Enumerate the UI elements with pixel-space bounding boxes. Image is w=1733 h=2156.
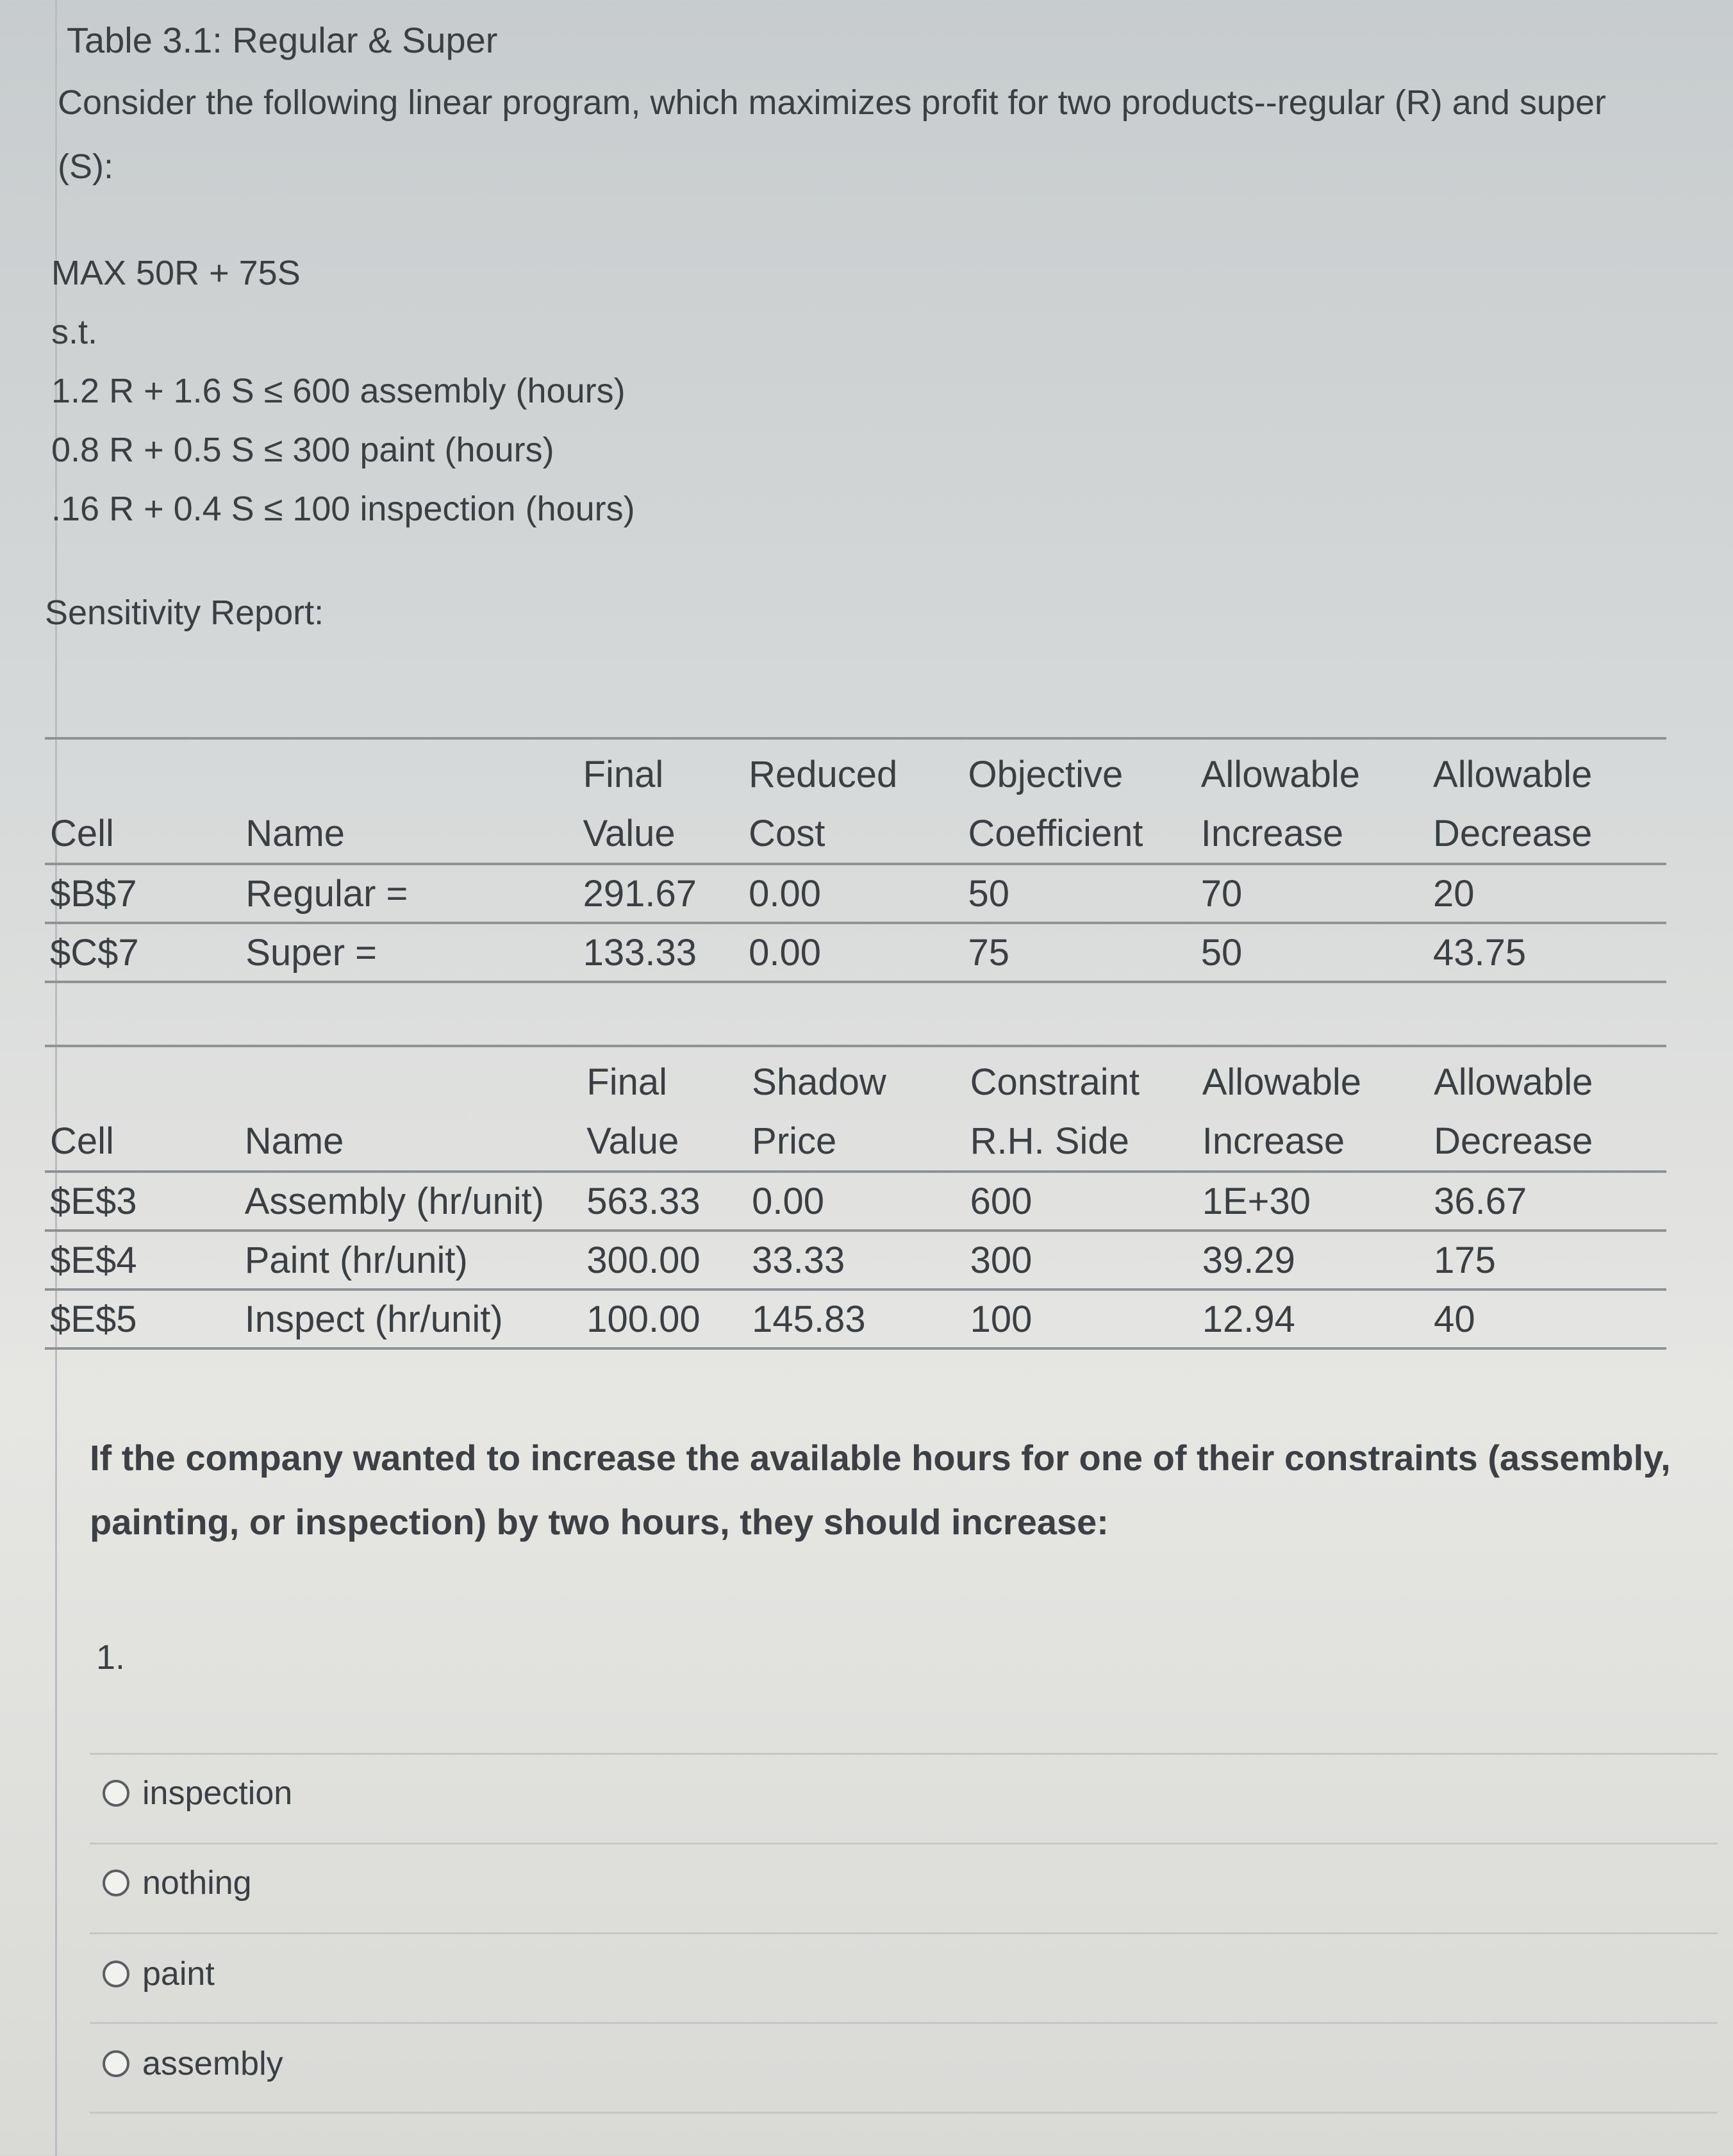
table-row [45, 1231, 1666, 1289]
final-value: 133.33 [578, 923, 744, 982]
cell-name: Regular = [240, 864, 577, 923]
constraint-inspection: .16 R + 0.4 S ≤ 100 inspection (hours) [51, 490, 635, 528]
allowable-decrease: 40 [1429, 1289, 1666, 1348]
header-cell: Allowable [1202, 1061, 1361, 1103]
option-nothing[interactable] [103, 1864, 252, 1902]
option-assembly[interactable] [103, 2044, 283, 2083]
allowable-decrease: 43.75 [1428, 923, 1666, 982]
header-cell: Final [586, 1061, 667, 1103]
reduced-cost: 0.00 [743, 923, 963, 982]
rh-side: 600 [965, 1172, 1197, 1231]
header-cell: Price [752, 1120, 837, 1162]
shadow-price: 145.83 [747, 1289, 965, 1348]
radio-button-icon[interactable] [103, 1780, 129, 1807]
header-cell: Value [586, 1120, 679, 1162]
question-number: 1. [96, 1638, 126, 1677]
divider [90, 2022, 1718, 2024]
allowable-increase: 50 [1196, 923, 1428, 982]
header-cell: Objective [968, 753, 1124, 795]
allowable-decrease: 175 [1429, 1231, 1666, 1289]
variable-cells-table [45, 737, 1666, 983]
option-inspection[interactable] [103, 1774, 292, 1812]
header-cell: Cost [749, 812, 825, 854]
radio-button-icon[interactable] [103, 1961, 129, 1987]
cell-ref: $E$4 [45, 1231, 240, 1289]
sensitivity-report-label: Sensitivity Report: [45, 593, 324, 632]
shadow-price: 0.00 [747, 1172, 965, 1231]
constraint-name: Inspect (hr/unit) [240, 1289, 582, 1348]
final-value: 291.67 [578, 864, 744, 923]
divider [90, 1843, 1718, 1845]
header-cell: Decrease [1433, 812, 1593, 854]
reduced-cost: 0.00 [743, 864, 963, 923]
allowable-increase: 70 [1196, 864, 1428, 923]
allowable-increase: 1E+30 [1197, 1172, 1429, 1231]
divider [90, 1932, 1718, 1934]
rh-side: 300 [965, 1231, 1197, 1289]
allowable-increase: 39.29 [1197, 1231, 1429, 1289]
linear-program [51, 244, 635, 538]
cell-ref: $E$3 [45, 1172, 240, 1231]
header-cell: Allowable [1200, 753, 1360, 795]
objective-coefficient: 75 [963, 923, 1196, 982]
option-label: paint [142, 1955, 215, 1993]
allowable-decrease: 36.67 [1429, 1172, 1666, 1231]
header-cell: Coefficient [968, 812, 1143, 854]
intro-text: Consider the following linear program, which maximizes profit for two products--regular (R) and super (S): [58, 83, 1606, 186]
cell-ref: $C$7 [45, 923, 240, 982]
header-cell: Final [583, 753, 664, 795]
constraint-name: Assembly (hr/unit) [240, 1172, 582, 1231]
header-cell: Increase [1200, 812, 1344, 854]
allowable-increase: 12.94 [1197, 1289, 1429, 1348]
header-cell: Increase [1202, 1120, 1345, 1162]
allowable-decrease: 20 [1428, 864, 1666, 923]
option-label: nothing [142, 1864, 252, 1902]
table-row [45, 923, 1666, 982]
cell-ref: $E$5 [45, 1289, 240, 1348]
shadow-price: 33.33 [747, 1231, 965, 1289]
header-cell: Constraint [970, 1061, 1140, 1103]
option-label: inspection [142, 1775, 293, 1812]
objective-coefficient: 50 [963, 864, 1196, 923]
cell-name: Super = [240, 923, 577, 982]
header-cell: R.H. Side [970, 1120, 1129, 1162]
table-title: Table 3.1: Regular & Super [67, 20, 498, 60]
option-label: assembly [142, 2045, 283, 2082]
header-cell: Decrease [1434, 1120, 1593, 1162]
header-cell: Name [245, 812, 345, 854]
constraint-assembly: 1.2 R + 1.6 S ≤ 600 assembly (hours) [51, 372, 626, 410]
radio-button-icon[interactable] [103, 2050, 129, 2077]
header-cell [45, 1046, 240, 1111]
rh-side: 100 [965, 1289, 1197, 1348]
header-cell: Value [583, 812, 676, 854]
header-cell: Cell [50, 1120, 114, 1162]
cell-ref: $B$7 [45, 864, 240, 923]
objective-function: MAX 50R + 75S [51, 254, 301, 292]
final-value: 300.00 [581, 1231, 747, 1289]
header-cell: Allowable [1433, 753, 1593, 795]
divider [90, 2112, 1718, 2114]
final-value: 100.00 [581, 1289, 747, 1348]
constraint-name: Paint (hr/unit) [240, 1231, 582, 1289]
header-cell: Allowable [1434, 1061, 1593, 1103]
table-row [45, 1172, 1666, 1231]
table-row [45, 1289, 1666, 1348]
header-cell [45, 738, 240, 804]
table-row [45, 864, 1666, 923]
radio-button-icon[interactable] [103, 1870, 129, 1896]
header-cell [240, 738, 577, 804]
header-cell: Shadow [752, 1061, 886, 1103]
divider [90, 1753, 1718, 1755]
question-text: If the company wanted to increase the available hours for one of their constraints (assembly, painting, or inspection) by two hours, they should increase: [90, 1438, 1671, 1542]
subject-to-label: s.t. [51, 313, 98, 351]
header-cell [240, 1046, 582, 1111]
header-cell: Cell [50, 812, 114, 854]
header-cell: Name [244, 1120, 344, 1162]
constraint-paint: 0.8 R + 0.5 S ≤ 300 paint (hours) [51, 431, 554, 469]
final-value: 563.33 [581, 1172, 747, 1231]
constraints-table [45, 1045, 1666, 1350]
header-cell: Reduced [749, 753, 898, 795]
option-paint[interactable] [103, 1955, 215, 1993]
